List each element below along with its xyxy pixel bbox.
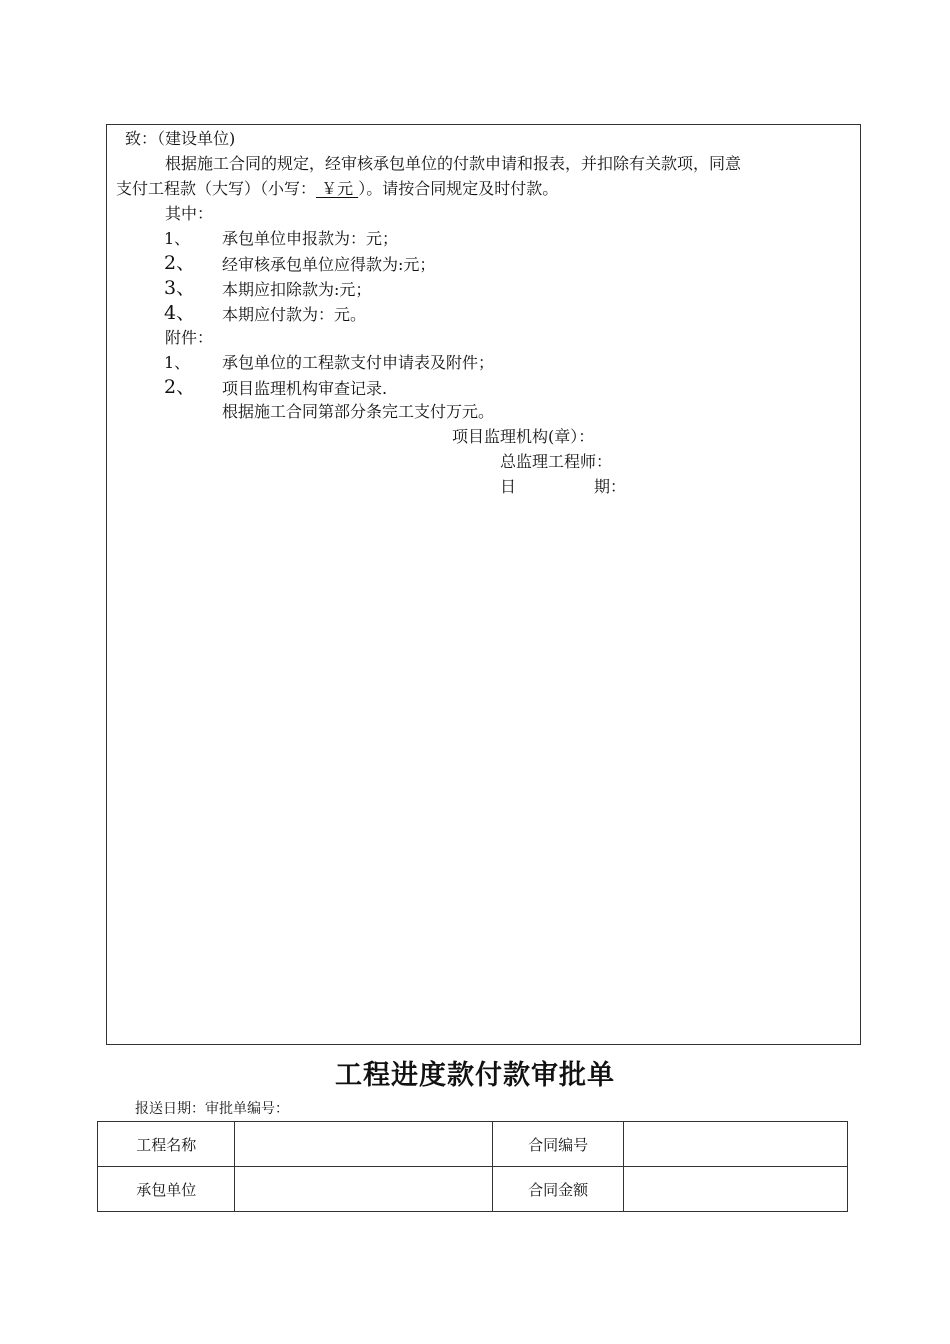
- body-text-b: ）。请按合同规定及时付款。: [358, 179, 559, 198]
- amount-field: ￥元: [316, 179, 359, 198]
- contractor-label: 承包单位: [98, 1167, 235, 1212]
- attachment-text: 项目监理机构审查记录.: [222, 379, 388, 398]
- form-title: 工程进度款付款审批单: [335, 1060, 615, 1091]
- project-name-value[interactable]: [235, 1122, 493, 1167]
- item-number: 2、: [164, 252, 196, 274]
- chief-engineer-signature: 总监理工程师：: [500, 452, 613, 471]
- item-number: 4、: [164, 302, 196, 324]
- submission-meta: 报送日期：审批单编号：: [135, 1101, 289, 1117]
- body-text-a: 支付工程款（大写）（小写：: [116, 179, 317, 198]
- item-text: 经审核承包单位应得款为:元；: [222, 255, 436, 274]
- recipient-line: 致：（建设单位): [125, 129, 236, 148]
- payment-certificate-box: [106, 124, 861, 1045]
- contract-number-label: 合同编号: [493, 1122, 624, 1167]
- project-info-table: [97, 1121, 848, 1212]
- attachment-text: 承包单位的工程款支付申请表及附件；: [222, 353, 495, 372]
- attachment-number: 2、: [164, 376, 196, 398]
- table-row: [98, 1167, 848, 1212]
- body-paragraph-line2: [116, 179, 558, 199]
- project-name-label: 工程名称: [98, 1122, 235, 1167]
- contract-note: 根据施工合同第部分条完工支付万元。: [222, 402, 495, 421]
- body-paragraph-line1: 根据施工合同的规定，经审核承包单位的付款申请和报表，并扣除有关款项，同意: [165, 154, 742, 173]
- contract-amount-label: 合同金额: [493, 1167, 624, 1212]
- contract-amount-value[interactable]: [623, 1167, 847, 1212]
- contractor-value[interactable]: [235, 1167, 493, 1212]
- item-text: 本期应扣除款为:元；: [222, 280, 372, 299]
- item-number: 1、: [164, 229, 191, 248]
- supervision-org-seal: 项目监理机构(章）：: [452, 427, 595, 446]
- item-number: 3、: [164, 277, 196, 299]
- contract-number-value[interactable]: [623, 1122, 847, 1167]
- item-text: 承包单位申报款为：元；: [222, 229, 399, 248]
- among-label: 其中：: [165, 204, 214, 223]
- date-label-b: 期：: [594, 477, 627, 496]
- attachments-label: 附件：: [165, 328, 214, 347]
- attachment-number: 1、: [164, 353, 191, 372]
- table-row: [98, 1122, 848, 1167]
- item-text: 本期应付款为：元。: [222, 305, 367, 324]
- date-label-a: 日: [500, 477, 517, 496]
